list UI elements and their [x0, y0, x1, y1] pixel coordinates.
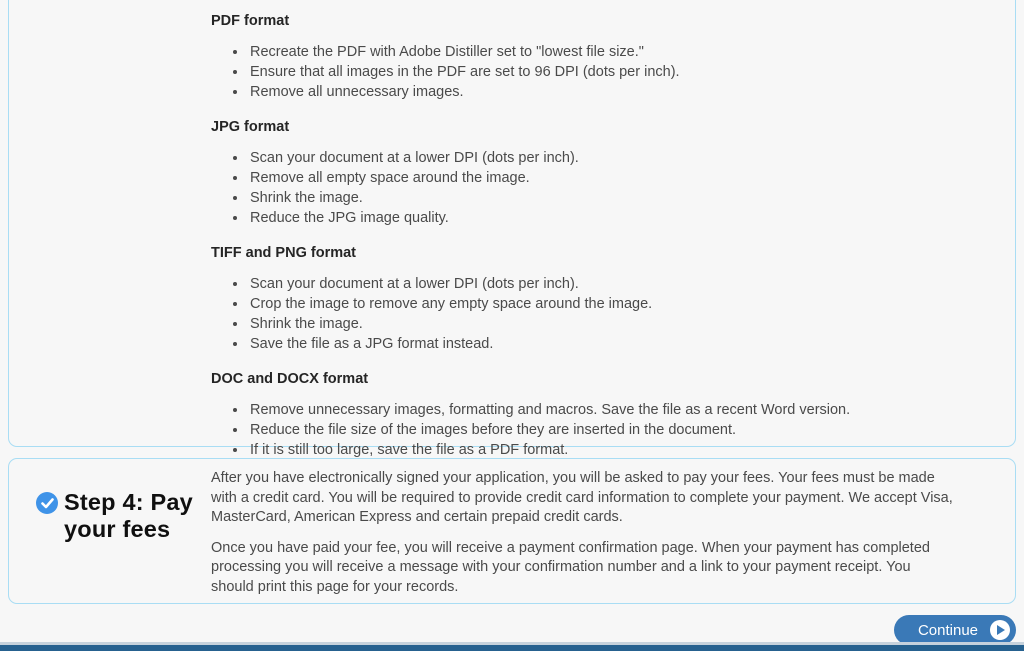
doc-docx-format-list: [211, 400, 975, 460]
list-item: • Ensure that all images in the PDF are set to 96 DPI (dots per inch).: [248, 62, 975, 82]
list-item: • Remove all empty space around the image.: [248, 168, 975, 188]
tiff-png-format-section: [211, 245, 975, 354]
list-item: • Scan your document at a lower DPI (dots per inch).: [248, 148, 975, 168]
list-item: • Save the file as a JPG format instead.: [248, 334, 975, 354]
doc-docx-format-section: [211, 371, 975, 460]
list-item: • Reduce the JPG image quality.: [248, 208, 975, 228]
tiff-png-format-list: [211, 274, 975, 354]
list-item: • Remove unnecessary images, formatting and macros. Save the file as a recent Word version.: [248, 400, 975, 420]
list-item: • Crop the image to remove any empty space around the image.: [248, 294, 975, 314]
pdf-format-section: [211, 13, 975, 102]
step4-title-block: [9, 459, 211, 603]
doc-docx-format-heading: DOC and DOCX format: [211, 371, 369, 387]
play-circle-icon: [990, 620, 1010, 640]
list-item: • If it is still too large, save the file as a PDF format.: [248, 440, 975, 460]
pdf-format-list: [211, 42, 975, 102]
list-item: • Recreate the PDF with Adobe Distiller set to "lowest file size.": [248, 42, 975, 62]
file-format-instructions-panel: [8, 0, 1016, 458]
list-item: • Reduce the file size of the images before they are inserted in the document.: [248, 420, 975, 440]
step4-description: [211, 459, 1015, 603]
check-circle-icon: [36, 492, 58, 514]
continue-button-label: Continue: [917, 621, 978, 639]
pdf-format-heading: PDF format: [211, 13, 290, 29]
list-item: • Shrink the image.: [248, 188, 975, 208]
tiff-png-format-heading: TIFF and PNG format: [211, 245, 356, 261]
jpg-format-section: [211, 119, 975, 228]
continue-button[interactable]: [894, 615, 1016, 645]
jpg-format-list: [211, 148, 975, 228]
step4-paragraph: Once you have paid your fee, you will receive a payment confirmation page. When your payment has completed processing you will receive a message with your confirmation number and a link to your payment receipt. You should print this page for your records.: [211, 539, 930, 595]
step4-title: Step 4: Pay your fees: [64, 489, 193, 542]
list-item: • Shrink the image.: [248, 314, 975, 334]
list-item: • Remove all unnecessary images.: [248, 82, 975, 102]
step4-paragraph: After you have electronically signed your application, you will be asked to pay your fees. Your fees must be made with a credit card. You will be required to provide credit card information to complete your payment. We accept Visa, MasterCard, American Express and certain prepaid credit cards.: [211, 470, 953, 525]
jpg-format-heading: JPG format: [211, 119, 290, 135]
footer-bar: [0, 645, 1024, 651]
list-item: • Scan your document at a lower DPI (dots per inch).: [248, 274, 975, 294]
step4-panel: [8, 458, 1016, 604]
